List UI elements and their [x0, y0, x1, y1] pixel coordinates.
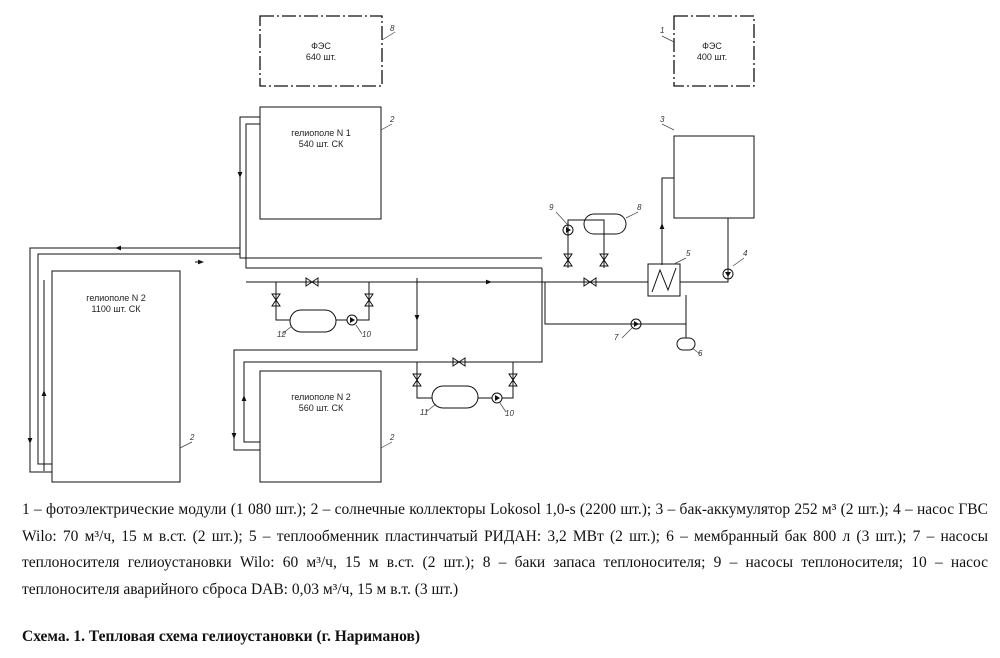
svg-text:гелиополе N 2: гелиополе N 2 [86, 293, 146, 303]
svg-text:ФЭС: ФЭС [702, 41, 722, 51]
solar-field-2-left [52, 271, 180, 482]
pump-10-bottom [492, 393, 502, 403]
svg-text:2: 2 [190, 433, 195, 442]
svg-text:540 шт. СК: 540 шт. СК [298, 139, 344, 149]
pv-block-400 [674, 16, 754, 86]
reserve-tank-8 [584, 214, 626, 234]
svg-text:560 шт. СК: 560 шт. СК [298, 403, 344, 413]
valves [272, 254, 608, 398]
pump-10-top [347, 315, 357, 325]
svg-text:11: 11 [420, 408, 429, 417]
svg-text:10: 10 [505, 409, 514, 418]
legend-text: 1 – фотоэлектрические модули (1 080 шт.); 2 – солнечные коллекторы Lokosol 1,0-s (2200 шт.); 3 – бак-аккумулятор 252 м³ (2 шт.); 4 – насос ГВС Wilo: 70 м³/ч, 15 м в.ст. (2 шт.); 5 – теплообменник пластинчатый РИДАН: 3,2 МВт (2 шт.); 6 – мембранный бак 800 л (3 шт.); 7 – насосы теплоносителя гелиоустановки Wilo: 60 м³/ч, 15 м в.ст. (2 шт.); 8 – баки запаса теплоносителя; 9 – насосы теплоносителя; 10 – насос теплоносителя аварийного сброса DAB: 0,03 м³/ч, 15 м в.т. (3 шт.) [22, 501, 988, 598]
pv-block-640 [260, 16, 382, 86]
svg-text:1100 шт. СК: 1100 шт. СК [91, 304, 141, 314]
svg-text:3: 3 [660, 115, 665, 124]
svg-text:гелиополе N 1: гелиополе N 1 [291, 128, 351, 138]
svg-text:ФЭС: ФЭС [311, 41, 331, 51]
figure-title: Схема. 1. Тепловая схема гелиоустановки (г. Нариманов) [22, 628, 421, 645]
solar-field-1 [260, 107, 381, 219]
svg-text:5: 5 [686, 249, 691, 258]
tank-11 [432, 386, 478, 408]
svg-text:10: 10 [362, 330, 371, 339]
svg-text:12: 12 [277, 330, 286, 339]
svg-text:8: 8 [637, 203, 642, 212]
storage-tank [674, 136, 754, 218]
svg-text:7: 7 [614, 333, 619, 342]
svg-text:9: 9 [549, 203, 554, 212]
svg-text:1: 1 [660, 26, 665, 35]
svg-text:гелиополе N 2: гелиополе N 2 [291, 392, 351, 402]
svg-text:8: 8 [390, 24, 395, 33]
heat-exchanger [648, 264, 680, 296]
svg-text:4: 4 [743, 249, 748, 258]
item-numbers [180, 24, 748, 448]
svg-text:640 шт.: 640 шт. [305, 52, 337, 62]
tank-12 [290, 310, 336, 332]
svg-text:2: 2 [390, 433, 395, 442]
svg-text:400 шт.: 400 шт. [696, 52, 728, 62]
svg-text:6: 6 [698, 349, 703, 358]
solar-field-2-right [260, 371, 381, 482]
svg-text:2: 2 [390, 115, 395, 124]
